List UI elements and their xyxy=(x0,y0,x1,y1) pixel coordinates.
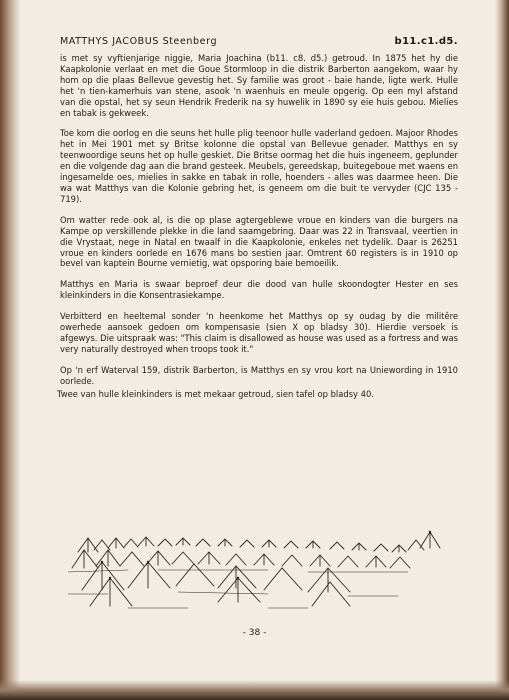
paragraph: Verbitterd en heeltemal sonder 'n heenkome het Matthys op sy oudag by die militêre owerhede aansoek gedoen om kompensasie (sien X op bladsy 30). Hierdie versoek is afgewys. Die uitspraak was: "This claim is disallowed as house was used as a fortress and was very naturally destroyed when troops took it." xyxy=(60,311,458,354)
header-name: MATTHYS JACOBUS Steenberg xyxy=(60,36,218,47)
paragraph: Twee van hulle kleinkinders is met mekaar getroud, sien tafel op bladsy 40. xyxy=(57,388,374,399)
page-number: - 38 - xyxy=(242,628,267,638)
header-reference: b11.c1.d5. xyxy=(394,36,458,47)
page-bottom-edge xyxy=(0,680,509,700)
page-edge xyxy=(495,0,509,700)
running-header xyxy=(60,36,458,50)
paragraph: Om watter rede ook al, is die op plase agtergeblewe vroue en kinders van die burgers na Kampe op verskillende plekke in die land saamgebring. Daar was 22 in Transvaal, veertien in die Vrystaat, nege in Natal en twaalf in die Kaapkolonie, enkeles net tydelik. Daar is 26251 vroue en kinders oorlede en 1676 mans bo sestien jaar. Omtrent 60 registers is in 1910 op bevel van kaptein Bourne vernietig, wat opsporing baie bemoeilik. xyxy=(60,214,458,269)
paragraph: Toe kom die oorlog en die seuns het hulle plig teenoor hulle vaderland gedoen. Majoor Rhodes het in Mei 1901 met sy Britse kolonne die opstal van Bellevue genader. Matthys en sy teenwoordige seuns het op hulle geskiet. Die Britse oormag het die huis ingeneem, geplunder en die volgende dag aan die brand gesteek. Meubels, gereedskap, buitegeboue met waens en ingesamelde oes, mielies in sakke en tabak in rolle, hoenders - alles was daarmee heen. Die wa wat Matthys van die Kolonie gebring het, is geneem om die buit te vervyder (CJC 135 - 719). xyxy=(60,128,458,204)
tent-camp-illustration xyxy=(68,510,448,610)
paragraph: Op 'n erf Waterval 159, distrik Barberton, is Matthys en sy vrou kort na Uniewording in 1910 oorlede. xyxy=(60,364,458,386)
paragraph: is met sy vyftienjarige niggie, Maria Joachina (b11. c8. d5.) getroud. In 1875 het hy die Kaapkolonie verlaat en met die Goue Stormloop in die distrik Barberton aangekom, waar hy hom op die plaas Bellevue gevestig het. Sy familie was groot - baie hande, ligte werk. Hulle het 'n tien-kamerhuis van stene, asook 'n waenhuis en meule opgerig. Op een myl afstand van die opstal, het sy seun Hendrik Frederik na sy huwelik in 1890 sy eie huis gebou. Mielies en tabak is gekweek. xyxy=(60,53,458,118)
body-text xyxy=(57,53,458,409)
paragraph: Matthys en Maria is swaar beproef deur die dood van hulle skoondogter Hester en ses kleinkinders in die Konsentrasiekampe. xyxy=(60,279,458,301)
binding-shadow xyxy=(0,0,20,700)
